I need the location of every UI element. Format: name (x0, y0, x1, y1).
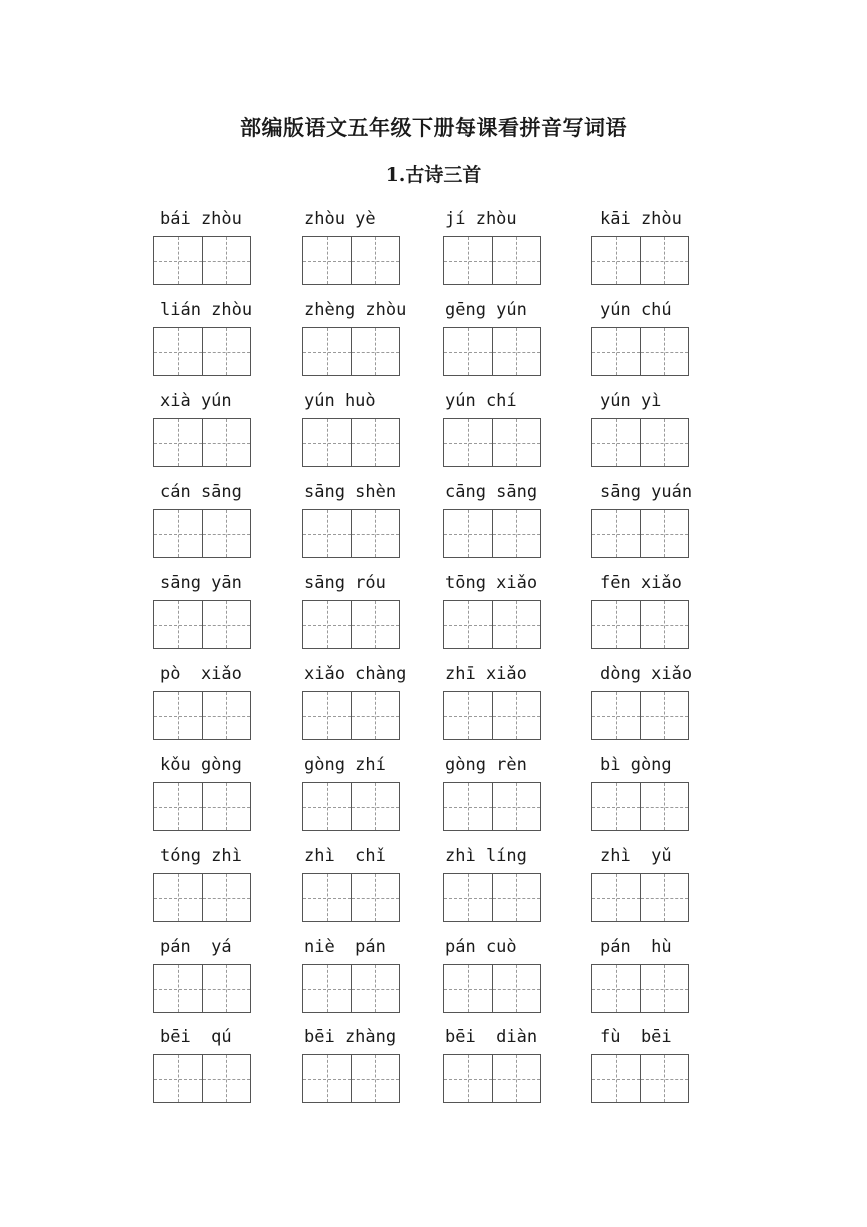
pinyin-label: gòng zhí (304, 755, 386, 775)
pinyin-label: sāng shèn (304, 482, 397, 502)
pinyin-label: zhì chǐ (304, 846, 386, 866)
tianzige-cell (444, 328, 492, 375)
tianzige-cell (154, 874, 202, 921)
tianzige-cell (492, 783, 541, 830)
writing-boxes (302, 509, 400, 558)
tianzige-cell (444, 692, 492, 739)
tianzige-cell (351, 237, 400, 284)
tianzige-cell (202, 965, 251, 1012)
tianzige-cell (640, 1055, 689, 1102)
tianzige-cell (303, 601, 351, 648)
tianzige-cell (303, 692, 351, 739)
pinyin-label: yún chú (600, 300, 672, 320)
pinyin-label: fù bēi (600, 1027, 672, 1047)
tianzige-cell (444, 237, 492, 284)
tianzige-cell (303, 510, 351, 557)
pinyin-label: kāi zhòu (600, 209, 682, 229)
writing-boxes (591, 691, 689, 740)
pinyin-label: zhì yǔ (600, 846, 672, 866)
pinyin-label: bái zhòu (160, 209, 242, 229)
writing-boxes (153, 600, 251, 649)
tianzige-cell (592, 328, 640, 375)
pinyin-label: yún yì (600, 391, 662, 411)
tianzige-cell (202, 328, 251, 375)
tianzige-cell (202, 237, 251, 284)
tianzige-cell (640, 419, 689, 466)
pinyin-label: gòng rèn (445, 755, 527, 775)
pinyin-label: zhèng zhòu (304, 300, 407, 320)
writing-boxes (302, 1054, 400, 1103)
writing-boxes (443, 782, 541, 831)
pinyin-label: jí zhòu (445, 209, 517, 229)
tianzige-cell (303, 783, 351, 830)
tianzige-cell (202, 601, 251, 648)
tianzige-cell (492, 419, 541, 466)
pinyin-label: cán sāng (160, 482, 242, 502)
writing-boxes (153, 509, 251, 558)
tianzige-cell (154, 783, 202, 830)
tianzige-cell (592, 510, 640, 557)
tianzige-cell (303, 1055, 351, 1102)
pinyin-label: xià yún (160, 391, 232, 411)
lesson-title: 1.古诗三首 (385, 164, 482, 186)
writing-boxes (443, 1054, 541, 1103)
writing-boxes (591, 873, 689, 922)
tianzige-cell (444, 419, 492, 466)
writing-boxes (591, 782, 689, 831)
writing-boxes (302, 873, 400, 922)
tianzige-cell (640, 510, 689, 557)
tianzige-cell (154, 510, 202, 557)
tianzige-cell (351, 965, 400, 1012)
tianzige-cell (592, 965, 640, 1012)
tianzige-cell (640, 237, 689, 284)
pinyin-label: cāng sāng (445, 482, 538, 502)
writing-boxes (443, 600, 541, 649)
pinyin-label: pò xiǎo (160, 664, 242, 684)
tianzige-cell (492, 510, 541, 557)
tianzige-cell (640, 783, 689, 830)
writing-boxes (153, 1054, 251, 1103)
writing-boxes (153, 418, 251, 467)
tianzige-cell (303, 237, 351, 284)
pinyin-label: niè pán (304, 937, 386, 957)
tianzige-cell (303, 965, 351, 1012)
writing-boxes (443, 691, 541, 740)
writing-boxes (153, 327, 251, 376)
tianzige-cell (202, 510, 251, 557)
tianzige-cell (351, 601, 400, 648)
pinyin-label: pán yá (160, 937, 232, 957)
tianzige-cell (202, 874, 251, 921)
tianzige-cell (640, 601, 689, 648)
pinyin-label: yún chí (445, 391, 517, 411)
tianzige-cell (492, 237, 541, 284)
tianzige-cell (592, 1055, 640, 1102)
tianzige-cell (351, 783, 400, 830)
pinyin-label: sāng yuán (600, 482, 693, 502)
tianzige-cell (592, 419, 640, 466)
pinyin-label: zhì líng (445, 846, 527, 866)
pinyin-label: sāng róu (304, 573, 386, 593)
pinyin-label: bēi diàn (445, 1027, 538, 1047)
tianzige-cell (154, 692, 202, 739)
writing-boxes (443, 873, 541, 922)
tianzige-cell (351, 692, 400, 739)
writing-boxes (302, 964, 400, 1013)
writing-boxes (153, 236, 251, 285)
tianzige-cell (640, 692, 689, 739)
tianzige-cell (444, 510, 492, 557)
tianzige-cell (592, 874, 640, 921)
tianzige-cell (202, 1055, 251, 1102)
pinyin-label: tōng xiǎo (445, 573, 538, 593)
writing-boxes (153, 782, 251, 831)
writing-boxes (153, 964, 251, 1013)
tianzige-cell (303, 874, 351, 921)
writing-boxes (153, 691, 251, 740)
tianzige-cell (444, 783, 492, 830)
writing-boxes (591, 964, 689, 1013)
tianzige-cell (351, 510, 400, 557)
writing-boxes (302, 236, 400, 285)
writing-boxes (302, 691, 400, 740)
tianzige-cell (351, 1055, 400, 1102)
tianzige-cell (592, 783, 640, 830)
pinyin-label: lián zhòu (160, 300, 253, 320)
pinyin-label: gēng yún (445, 300, 527, 320)
writing-boxes (591, 600, 689, 649)
pinyin-label: bēi zhàng (304, 1027, 397, 1047)
tianzige-cell (492, 692, 541, 739)
tianzige-cell (351, 874, 400, 921)
tianzige-cell (444, 965, 492, 1012)
tianzige-cell (592, 237, 640, 284)
tianzige-cell (444, 874, 492, 921)
tianzige-cell (351, 328, 400, 375)
tianzige-cell (592, 601, 640, 648)
pinyin-label: xiǎo chàng (304, 664, 407, 684)
pinyin-label: dòng xiǎo (600, 664, 693, 684)
writing-boxes (302, 782, 400, 831)
writing-boxes (443, 236, 541, 285)
tianzige-cell (640, 965, 689, 1012)
pinyin-label: pán hù (600, 937, 672, 957)
tianzige-cell (492, 1055, 541, 1102)
tianzige-cell (154, 237, 202, 284)
pinyin-label: zhī xiǎo (445, 664, 527, 684)
page-title: 部编版语文五年级下册每课看拼音写词语 (240, 115, 627, 140)
tianzige-cell (492, 874, 541, 921)
writing-boxes (591, 236, 689, 285)
tianzige-cell (202, 783, 251, 830)
tianzige-cell (202, 692, 251, 739)
writing-boxes (443, 964, 541, 1013)
tianzige-cell (303, 419, 351, 466)
tianzige-cell (592, 692, 640, 739)
pinyin-label: bēi qú (160, 1027, 232, 1047)
pinyin-label: zhòu yè (304, 209, 376, 229)
tianzige-cell (154, 328, 202, 375)
pinyin-label: sāng yān (160, 573, 242, 593)
pinyin-label: bì gòng (600, 755, 672, 775)
tianzige-cell (303, 328, 351, 375)
tianzige-cell (154, 419, 202, 466)
pinyin-label: kǒu gòng (160, 755, 242, 775)
tianzige-cell (492, 601, 541, 648)
writing-boxes (302, 418, 400, 467)
tianzige-cell (351, 419, 400, 466)
pinyin-label: pán cuò (445, 937, 517, 957)
writing-boxes (302, 600, 400, 649)
writing-boxes (443, 509, 541, 558)
tianzige-cell (640, 874, 689, 921)
tianzige-cell (154, 601, 202, 648)
tianzige-cell (492, 965, 541, 1012)
tianzige-cell (202, 419, 251, 466)
writing-boxes (591, 418, 689, 467)
tianzige-cell (444, 601, 492, 648)
pinyin-label: fēn xiǎo (600, 573, 682, 593)
writing-boxes (443, 418, 541, 467)
tianzige-cell (154, 1055, 202, 1102)
writing-boxes (443, 327, 541, 376)
writing-boxes (302, 327, 400, 376)
tianzige-cell (154, 965, 202, 1012)
pinyin-label: yún huò (304, 391, 376, 411)
tianzige-cell (444, 1055, 492, 1102)
writing-boxes (591, 1054, 689, 1103)
writing-boxes (153, 873, 251, 922)
pinyin-label: tóng zhì (160, 846, 242, 866)
writing-boxes (591, 509, 689, 558)
writing-boxes (591, 327, 689, 376)
tianzige-cell (492, 328, 541, 375)
tianzige-cell (640, 328, 689, 375)
